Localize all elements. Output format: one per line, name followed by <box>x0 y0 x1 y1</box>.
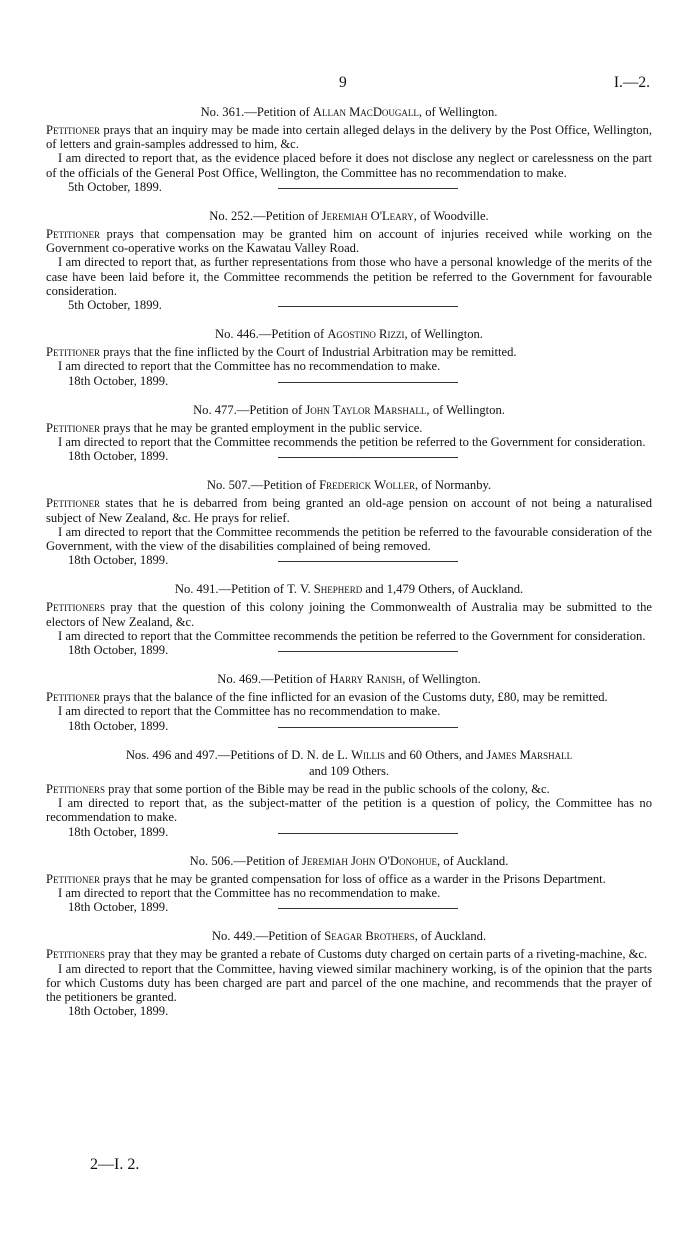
prayer-text: states that he is debarred from being granted an old-age pension on account of not being a naturalised subject of New Zealand, &c. He prays for relief. <box>46 496 652 525</box>
page-number: 9 <box>339 74 347 91</box>
petitioner-lead: Petitioner <box>46 690 100 705</box>
title-prefix: No. 477.—Petition of <box>193 402 306 417</box>
petition-entry <box>46 208 652 326</box>
section-rule <box>278 306 458 307</box>
committee-report: I am directed to report that, as the subject-matter of the petition is a question of policy, the Committee has no recommendation to make. <box>46 796 652 825</box>
petitions-list <box>46 104 652 1018</box>
petitioner-name: Frederick Woller <box>319 478 415 493</box>
committee-report: I am directed to report that, as further representations from those who have a personal knowledge of the merits of the case have been laid before it, the Committee recommends the petition be referred to the Government for favourable consideration. <box>46 255 652 298</box>
report-date-text: 5th October, 1899. <box>68 298 162 313</box>
title-prefix: No. 361.—Petition of <box>200 105 313 119</box>
report-date <box>68 298 652 312</box>
petition-entry <box>46 747 652 853</box>
petitioner-name: T. V. Shepherd <box>287 582 363 597</box>
title-prefix: No. 507.—Petition of <box>206 478 320 493</box>
committee-report: I am directed to report that the Committee has no recommendation to make. <box>58 359 441 374</box>
petition-title <box>46 671 652 687</box>
report-date-text: 18th October, 1899. <box>68 373 169 388</box>
petitioner-lead: Petitioner <box>46 345 100 360</box>
petition-title <box>46 581 652 597</box>
petition-prayer <box>46 872 652 886</box>
petition-title <box>46 208 652 224</box>
petition-entry <box>46 326 652 402</box>
petitioner-lead: Petitioners <box>46 947 105 962</box>
prayer-text: pray that they may be granted a rebate of Customs duty charged on certain parts of a riveting-machine, &c. <box>105 947 648 962</box>
report-date-text: 5th October, 1899. <box>68 179 162 194</box>
committee-report: I am directed to report that, as the evidence placed before it does not disclose any neglect or carelessness on the part of the officials of the General Post Office, Wellington, the Committee has no recommendation to make. <box>46 151 652 180</box>
title-prefix: No. 252.—Petition of <box>209 209 322 224</box>
prayer-text: prays that the balance of the fine inflicted for an evasion of the Customs duty, £80, may be remitted. <box>100 690 608 705</box>
petition-entry <box>46 928 652 1018</box>
petition-entry <box>46 402 652 478</box>
petition-prayer <box>46 496 652 524</box>
report-date-text: 18th October, 1899. <box>68 449 169 464</box>
petition-title <box>46 477 652 493</box>
petitioner-lead: Petitioner <box>46 496 100 511</box>
petition-title <box>46 402 652 418</box>
title-prefix: No. 449.—Petition of <box>211 929 325 944</box>
title-suffix-second: and 109 Others. <box>308 763 390 778</box>
section-rule <box>278 457 458 458</box>
section-gap <box>46 388 652 402</box>
petitioner-lead: Petitioner <box>46 227 100 242</box>
report-date-text: 18th October, 1899. <box>68 643 169 658</box>
section-rule <box>278 727 458 728</box>
petition-prayer <box>46 421 652 435</box>
petition-title <box>46 104 652 120</box>
report-date-text: 18th October, 1899. <box>68 553 169 568</box>
report-date <box>68 719 652 733</box>
title-suffix: , of Wellington. <box>418 105 498 119</box>
title-suffix: , of Normanby. <box>414 478 492 493</box>
committee-report: I am directed to report that the Committee recommends the petition be referred to the Government for consideration. <box>58 435 646 450</box>
committee-report: I am directed to report that the Committee has no recommendation to make. <box>58 885 441 900</box>
petitioner-name: Harry Ranish <box>329 672 403 687</box>
petition-title <box>46 326 652 342</box>
committee-report: I am directed to report that the Committee, having viewed similar machinery working, is of the opinion that the parts for which Customs duty has been charged are part and parcel of the one machine, and recommends that the prayer of the petitioners be granted. <box>46 961 652 1004</box>
section-rule <box>278 908 458 909</box>
title-suffix: , of Woodville. <box>413 209 489 224</box>
report-date <box>68 825 652 839</box>
document-reference: I.—2. <box>613 74 650 91</box>
petition-title <box>46 747 652 779</box>
prayer-text: prays that the fine inflicted by the Court of Industrial Arbitration may be remitted. <box>100 345 517 360</box>
petition-prayer <box>46 227 652 255</box>
report-date-text: 18th October, 1899. <box>68 824 169 839</box>
petition-prayer <box>46 123 652 151</box>
section-gap <box>46 914 652 928</box>
petitioner-lead: Petitioner <box>46 123 100 137</box>
petition-prayer <box>46 600 652 628</box>
title-suffix: , of Auckland. <box>437 853 509 868</box>
section-gap <box>46 839 652 853</box>
petition-entry <box>46 477 652 581</box>
petition-prayer <box>46 690 652 704</box>
petitioner-lead: Petitioners <box>46 781 105 796</box>
title-prefix: No. 469.—Petition of <box>217 672 330 687</box>
petition-prayer <box>46 782 652 796</box>
section-gap <box>46 567 652 581</box>
petitioner-lead: Petitioner <box>46 871 100 886</box>
section-gap <box>46 463 652 477</box>
report-date <box>68 1004 652 1018</box>
document-page <box>46 0 652 1248</box>
report-date-text: 18th October, 1899. <box>68 718 169 733</box>
title-suffix: , of Auckland. <box>414 929 487 944</box>
title-suffix: , of Wellington. <box>426 402 505 417</box>
committee-report: I am directed to report that the Committee has no recommendation to make. <box>58 704 441 719</box>
committee-report: I am directed to report that the Committee recommends the petition be referred to the Government for consideration. <box>58 628 646 643</box>
petition-title <box>46 853 652 869</box>
petition-prayer <box>46 947 652 961</box>
section-rule <box>278 188 458 189</box>
section-gap <box>46 312 652 326</box>
prayer-text: prays that compensation may be granted him on account of injuries received while working on the Government co-operative works on the Kawatau Valley Road. <box>46 227 652 256</box>
petitioner-name: Willis <box>351 747 385 762</box>
petitioner-name: John Taylor Marshall <box>305 402 427 417</box>
title-prefix: No. 491.—Petition of <box>174 582 288 597</box>
report-date <box>68 374 652 388</box>
petitioner-name-second: James Marshall <box>486 747 573 762</box>
page-header <box>46 74 652 94</box>
report-date <box>68 180 652 194</box>
title-prefix: No. 446.—Petition of <box>215 327 328 342</box>
prayer-text: prays that he may be granted employment in the public service. <box>100 420 423 435</box>
prayer-text: prays that he may be granted compensation for loss of office as a warder in the Prisons Department. <box>100 871 606 886</box>
section-gap <box>46 657 652 671</box>
petitioner-name: Jeremiah John O'Donohue <box>301 853 437 868</box>
title-suffix: , of Wellington. <box>404 327 483 342</box>
footer-signature: 2—I. 2. <box>90 1156 140 1173</box>
report-date-text: 18th October, 1899. <box>68 1004 169 1019</box>
petition-title <box>46 928 652 944</box>
report-date <box>68 643 652 657</box>
petition-entry <box>46 671 652 747</box>
prayer-text: prays that an inquiry may be made into certain alleged delays in the delivery by the Post Office, Wellington, of letters and grain-samples addressed to him, &c. <box>46 123 652 152</box>
section-rule <box>278 833 458 834</box>
petitioner-name: Agostino Rizzi <box>327 327 405 342</box>
report-date <box>68 449 652 463</box>
petitioner-name: Seagar Brothers <box>324 929 415 944</box>
petition-entry <box>46 104 652 208</box>
petition-prayer <box>46 345 652 359</box>
prayer-text: pray that the question of this colony joining the Commonwealth of Australia may be submitted to the electors of New Zealand, &c. <box>46 600 652 629</box>
petitioner-lead: Petitioners <box>46 600 105 615</box>
title-prefix: Nos. 496 and 497.—Petitions of D. N. de L. <box>125 747 352 762</box>
committee-report: I am directed to report that the Committee recommends the petition be referred to the favourable consideration of the Government, with the view of the disabilities complained of being removed. <box>46 524 652 554</box>
title-suffix: and 60 Others, and <box>384 747 487 762</box>
section-rule <box>278 651 458 652</box>
section-rule <box>278 382 458 383</box>
prayer-text: pray that some portion of the Bible may be read in the public schools of the colony, &c. <box>105 781 550 796</box>
title-suffix: , of Wellington. <box>402 672 481 687</box>
section-gap <box>46 194 652 208</box>
section-gap <box>46 733 652 747</box>
petitioner-lead: Petitioner <box>46 420 100 435</box>
report-date <box>68 553 652 567</box>
title-prefix: No. 506.—Petition of <box>189 853 302 868</box>
petitioner-name: Jeremiah O'Leary <box>321 209 414 224</box>
petition-entry <box>46 853 652 929</box>
petitioner-name: Allan MacDougall <box>312 105 419 119</box>
report-date-text: 18th October, 1899. <box>68 900 169 915</box>
report-date <box>68 900 652 914</box>
title-suffix: and 1,479 Others, of Auckland. <box>362 582 524 597</box>
petition-entry <box>46 581 652 671</box>
section-rule <box>278 561 458 562</box>
